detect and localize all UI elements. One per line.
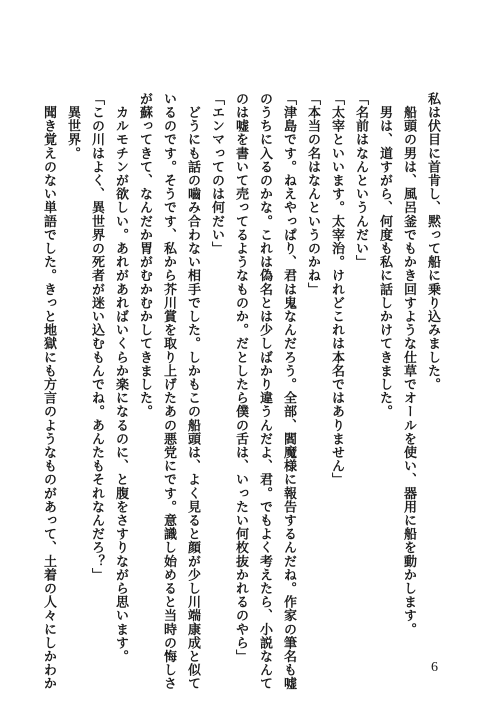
text-line: 「エンマってのは何だい」 (209, 92, 224, 256)
text-line: が蘇ってきて、なんだか胃がむかむかしてきました。 (137, 92, 152, 419)
text-line: どうにも話の嚙み合わない相手でした。しかもこの船頭は、よく見ると顔が少し川端康成と似て (185, 92, 200, 691)
text-line: のうちに入るのかな。これは偽名とは少しばかり違うんだよ、君。でもよく考えたら、小説なんて (257, 92, 272, 691)
text-line: 「太宰といいます。太宰治。けれどこれは本名ではありません」 (329, 92, 344, 487)
text-line: カルモチンが欲しい。あれがあればいくらか楽になるのに、と腹をさすりながら思います。 (113, 92, 128, 664)
text-line: 男は、道すがら、何度も私に話しかけてきました。 (377, 92, 392, 419)
page-number: 6 (431, 660, 438, 675)
text-line: 「名前はなんというんだい」 (353, 92, 368, 269)
text-line: 聞き覚えのない単語でした。きっと地獄にも方言のようなものがあって、土着の人々にしかわか (41, 92, 56, 691)
text-line: 私は伏目に首肯し、黙って船に乗り込みました。 (425, 92, 440, 392)
text-line: いるのです。そうです、私から芥川賞を取り上げたあの悪党にです。意識し始めると当時の悔しさ (161, 92, 176, 691)
text-line: 船頭の男は、風呂釜でもかき回すような仕草でオールを使い、器用に船を動かします。 (401, 92, 416, 636)
text-line: 異世界。 (65, 92, 80, 160)
vertical-body-text (41, 92, 444, 691)
text-line: のは嘘を書いて売ってるようなものか。だとしたら僕の舌は、いったい何枚抜かれるのやら」 (233, 92, 248, 664)
text-line: 「本当の名はなんというのかね」 (305, 92, 320, 296)
text-line: 「この川はよく、異世界の死者が迷い込むもんでね。あんたもそれなんだろ？」 (89, 92, 104, 582)
text-line: 「津島です。ねえやっぱり、君は鬼なんだろう。全部、閻魔様に報告するんだね。作家の筆名も嘘 (281, 92, 296, 691)
